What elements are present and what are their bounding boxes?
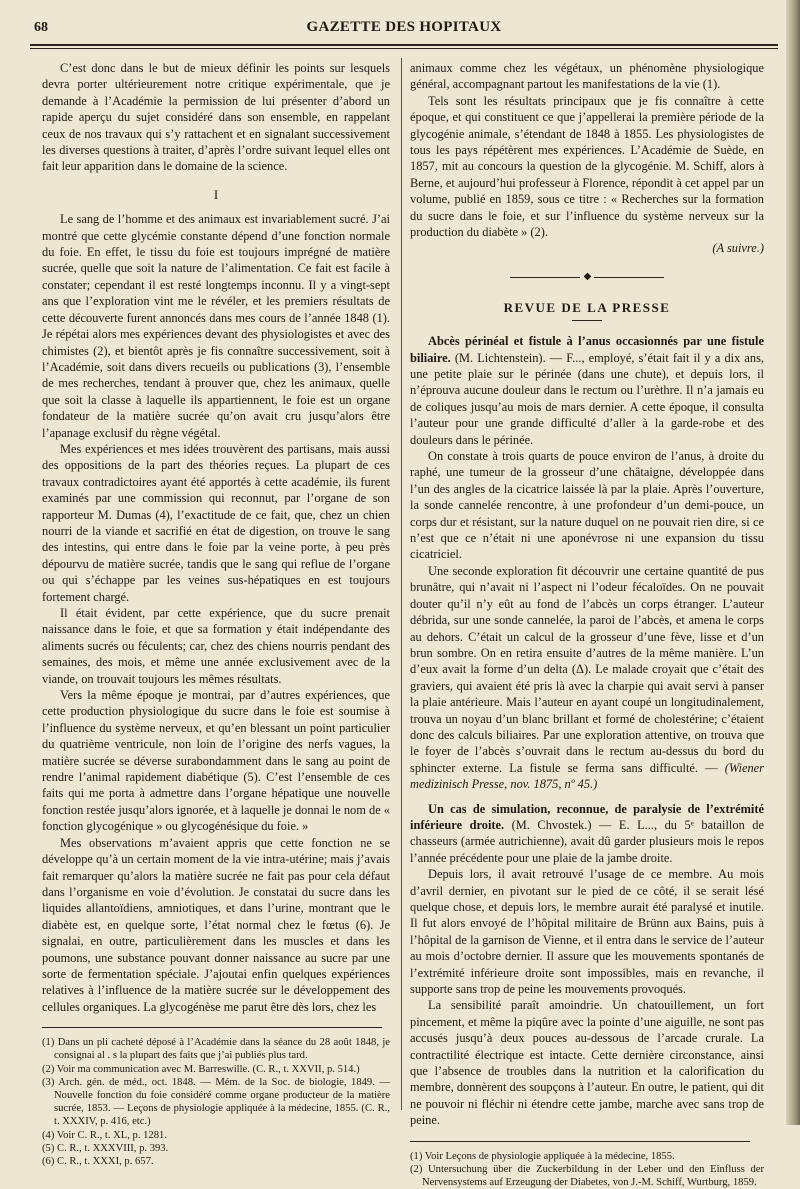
heading-rule — [572, 320, 602, 321]
body-paragraph: On constate à trois quarts de pouce environ de l’anus, à droite du raphé, une tumeur de la grosseur d’une châtaigne, développée dans l’un des angles de la cicatrice laissée là par la plaie. Après l’ouverture, la sonde cannelée rencontre, à une profondeur d’un demi-pouce, un corps dur et résistant, sur la nature duquel on ne pouvait rien dire, si ce n’est que ce n’était ni une aponévrose ni une expansion du tissu cicatriciel. — [410, 449, 764, 562]
footnote-rule — [42, 1027, 382, 1028]
section-ornament: ◆ — [410, 269, 764, 286]
body-paragraph: Mes expériences et mes idées trouvèrent des partisans, mais aussi des oppositions de la part des théories reçues. La plupart de ces travaux contradictoires ayant été apportés à cette académie, ils furent examinés par une commission qui reconnut, par l’organe de son rapporteur M. Dumas (4), l’exactitude de ce fait, que, chez un chien nourri de la viande et sacrifié en état de digestion, on trouve le sang des intestins, qui entre dans le foie par la veine porte, à peu près dépourvu de matière sucrée, tandis que le sang qui reflue de l’organe ou qui s’échappe par les veines sus-hépatiques en est toujours fortement chargé. — [42, 441, 390, 604]
footnote: (2) Untersuchung über die Zuckerbildung in der Leber und den Einfluss der Nervensystems auf Erzeugung der Diabetes, von J.-M. Schiff, Wurtburg, 1859. — [410, 1163, 764, 1189]
section-heading: REVUE DE LA PRESSE — [503, 299, 671, 315]
body-paragraph: animaux comme chez les végétaux, un phénomène physiologique général, accompagnant partout les manifestations de la vie (1). — [410, 61, 764, 92]
article-source: (Wiener medizinisch Presse, nov. 1875, nº 45.) — [410, 760, 764, 792]
footnote: (5) C. R., t. XXXVIII, p. 393. — [42, 1142, 169, 1154]
article-paragraph: Abcès périnéal et fistule à l’anus occasionnés par une fistule biliaire. (M. Lichtenstein). — F..., employé, s’était fait il y a dix ans, une petite plaie sur le périnée (dans une chute), et depuis lors, il n’éprouva aucune douleur dans le rectum ou l’urèthre. Il n’a jamais eu de coliques jusqu’au mois de mars dernier. A cette époque, il consulta l’auteur pour une grande difficulté d’aller à la garde-robe et des douleurs dans le périnée. — [410, 334, 764, 447]
article-paragraph: Un cas de simulation, reconnue, de paralysie de l’extrémité inférieure droite. (M. Chvostek.) — E. L..., du 5ᵉ bataillon de chasseurs (armée autrichienne), avait dû garder plusieurs mois le repos l’année précédente pour une plaie de la jambe droite. — [410, 801, 764, 865]
body-paragraph: Le sang de l’homme et des animaux est invariablement sucré. J’ai montré que cette glycémie constante dépend d’une fonction normale du foie. En effet, le tissu du foie est toujours imprégné de matière sucrée, quelle que soit la nature de l’alimentation. Ce fait est facile à constater; cependant il est resté longtemps inconnu. Il y a vingt-sept ans que l’exploration vint me le révéler, et les premiers résultats de cette découverte furent annoncés dans mes cours de l’année 1848 (1). Je répétai alors mes expériences devant des physiologistes et avec des chimistes (2), et bientôt après je fis connaître successivement, soit à l’Académie, soit dans divers recueils ou publications (3), l’ensemble de mes recherches, tendant à prouver que, chez les animaux, quelle que soit la classe à laquelle ils appartiennent, le foie est un organe fondateur de la matière sucrée qu’on avait cru jusqu’alors être l’apanage exclusif du règne végétal. — [42, 212, 390, 440]
body-paragraph: Depuis lors, il avait retrouvé l’usage de ce membre. Au mois d’avril dernier, en pivotant sur le pied de ce côté, il se serait lésé quelque chose, et depuis lors, le membre aurait été paralysé et inutile. Il fut alors envoyé de l’hôpital militaire de Brünn aux Bains, puis à l’hôpital de la garnison de Vienne, et il entra dans le service de l’auteur au mois d’octobre dernier. Il assure que les mouvements spontanés de l’extrémité inférieure droite sont impossibles, mais en revanche, il supporte sans trop de peine les mouvements provoqués. — [410, 867, 764, 997]
footnote-rule — [410, 1141, 750, 1142]
footnote: (3) Arch. gén. de méd., oct. 1848. — Mém. de la Soc. de biologie, 1849. — Nouvelle fonction du foie considéré comme organe producteur de la matière sucrée, 1853. — Leçons de physiologie appliquée à la médecine, 1855. (C. R., t. XXXIV, p. 416, etc.) — [42, 1076, 390, 1128]
footnotes-right — [410, 1150, 764, 1189]
footnote: (1) Dans un pli cacheté déposé à l’Académie dans la séance du 28 août 1848, je consignai al . s la plupart des faits que j’ai publiés plus tard. — [42, 1037, 390, 1062]
article-title: Abcès périnéal et fistule à l’anus occasionnés par une fistule biliaire. — [410, 334, 764, 365]
section-number: I — [213, 186, 219, 202]
journal-title: GAZETTE DES HOPITAUX — [306, 19, 502, 35]
binding-edge — [786, 0, 800, 1125]
intro-paragraph: C’est donc dans le but de mieux définir les points sur lesquels devra porter ultérieurement notre critique expérimentale, que je demande à l’Académie la permission de lui présenter d’abord un rapide aperçu du sujet considéré dans son ensemble, en rappelant ceux de nos travaux qui s’y rattachent et en signalant successivement les diverses questions à traiter, d’après l’ordre suivant lequel elles ont fait leur apparition dans le domaine de la science. — [42, 61, 390, 174]
body-paragraph: La sensibilité paraît amoindrie. Un chatouillement, un fort pincement, et même la piqûre avec la pointe d’une aiguille, ne sont pas accusés jusqu’à deux pouces au-dessous de l’arcade crurale. La contractilité électrique est intacte. Cette dernière circonstance, ainsi que l’absence de troubles dans la nutrition et la calorification du membre, donnèrent des soupçons à l’auteur. En outre, le patient, qui dit ne pouvoir ni fléchir ni étendre cette jambe, marche avec sans trop de peine. — [410, 998, 764, 1128]
article-title: Un cas de simulation, reconnue, de paralysie de l’extrémité inférieure droite. — [410, 801, 764, 832]
body-paragraph: Mes observations m’avaient appris que cette fonction ne se développe qu’à un certain moment de la vie intra-utérine; mais j’avais fait remarquer qu’alors la matière sucrée ne fait pas pour cela défaut dans l’organisme en voie d’évolution. Je constatai du sucre dans les liquides allantoïdiens, amniotiques, et dans l’urine, montrant que le diabète est, en quelque sorte, l’état normal chez le fœtus (6). Je signalai, en outre, particulièrement dans les muscles et dans les poumons, une substance pouvant donner naissance au sucre par une sorte de fermentation spéciale. J’ajoutai enfin quelques expériences relatives à l’influence de la matière sucrée sur le développement des cellules organiques. La glycogénèse me parut être dès lors, chez les — [42, 835, 390, 1014]
body-paragraph: Tels sont les résultats principaux que je fis connaître à cette époque, et qui constituent ce que j’appellerai la première période de la glycogénie animale, s’étendant de 1848 à 1855. Les physiologistes de tous les pays répétèrent mes expériences. L’Académie de Suède, en 1857, mit au concours la question de la glycogénie. M. Schiff, alors à Berne, et aujourd’hui professeur à Florence, répondit à cet appel par un volume, publié en 1859, sous ce titre : « Recherches sur la formation du sucre dans le foie, et sur l’influence du système nerveux sur la production du diabète » (2). — [410, 93, 764, 240]
left-column — [42, 60, 390, 1168]
header-rule — [30, 44, 778, 49]
footnotes-left — [42, 1036, 390, 1168]
page-header — [30, 14, 778, 40]
footnote: (4) Voir C. R., t. XL, p. 1281. — [42, 1129, 167, 1141]
footnote: (1) Voir Leçons de physiologie appliquée à la médecine, 1855. — [410, 1150, 675, 1162]
body-paragraph: Il était évident, par cette expérience, que du sucre prenait naissance dans le foie, et que sa formation y était indépendante des aliments sucrés ou féculents; car, chez des chiens nourris pendant des semaines, des mois, et même une année exclusivement avec de la viande, on trouvait toujours les mêmes résultats. — [42, 606, 390, 686]
continuation-note: (A suivre.) — [712, 241, 764, 256]
body-paragraph: Vers la même époque je montrai, par d’autres expériences, que cette production physiologique du sucre dans le foie est soumise à l’influence du système nerveux, et qu’en blessant un point particulier du quatrième ventricule, non loin de l’origine des nerfs vagues, la matière sucrée se déverse surabondamment dans le sang au point de rendre l’animal rapidement diabétique (5). C’est l’ensemble de ces faits qui me porta à admettre dans l’organe hépatique une nouvelle fonction restée jusqu’alors ignorée, et à laquelle je donnai le nom de « fonction glycogénique » ou glycogénésique du foie. » — [42, 688, 390, 834]
body-paragraph: Une seconde exploration fit découvrir une certaine quantité de pus brunâtre, qui n’avait ni l’aspect ni l’odeur fécaloïdes. On ne pouvait douter qu’il n’y eût au fond de l’abcès un corps étranger. L’auteur débrida, sur une sonde cannelée, la paroi de l’abcès, et amena le corps au dehors. C’était un calcul de la grosseur d’une fève, lisse et d’un brun sombre. On en retira ensuite d’autres de la même manière. L’un d’eux avait la forme d’un delta (Δ). Le malade croyait que c’était des graviers, qui avaient été pris là avec la charpie qui avait servi à panser la plaie antérieure. Mais l’auteur en ayant coupé un longitudinalement, trouva un noyau d’un blanc brillant et formé de cholestérine; c’étaient donc des calculs biliaires. Par une exploration attentive, on trouva que le foyer de l’abcès s’ouvrait dans le rectum au-dessus du bord du sphincter externe. La fistule se ferma sans difficulté. — (Wiener medizinisch Presse, nov. 1875, nº 45.) — [410, 563, 764, 792]
right-column — [410, 60, 764, 1189]
column-divider — [401, 58, 402, 1110]
footnote: (6) C. R., t. XXXI, p. 657. — [42, 1155, 154, 1167]
page-number: 68 — [34, 20, 48, 35]
footnote: (2) Voir ma communication avec M. Barreswille. (C. R., t. XXVII, p. 514.) — [42, 1063, 360, 1075]
